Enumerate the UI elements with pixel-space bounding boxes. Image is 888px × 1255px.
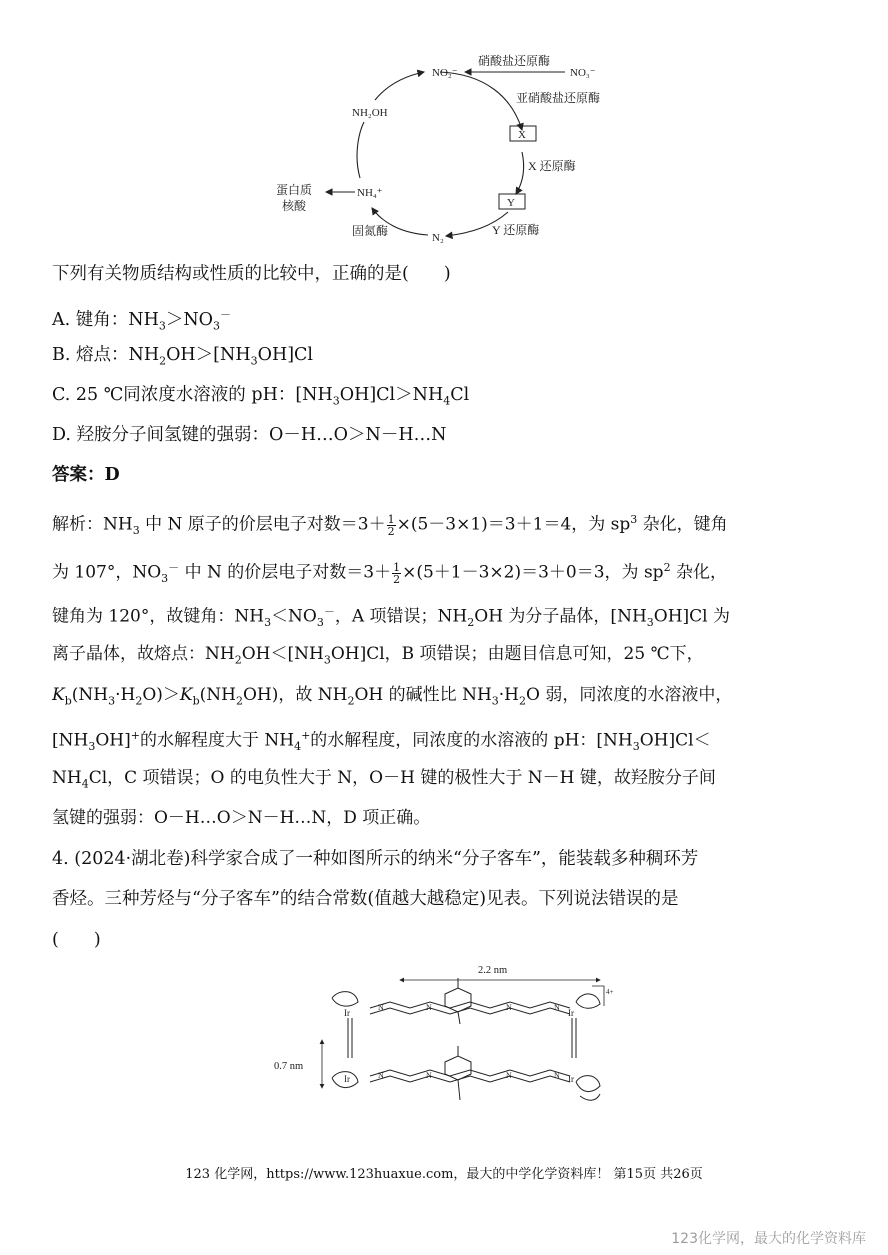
question-stem: 下列有关物质结构或性质的比较中，正确的是( ) — [52, 264, 451, 284]
protein-label: 蛋白质 — [276, 183, 313, 197]
n-bottom-1: N — [378, 1071, 384, 1080]
option-b-label: B. 熔点： — [52, 345, 129, 365]
question4-line-2: 香烃。三种芳烃与“分子客车”的结合常数(值越大越稳定)见表。下列说法错误的是 — [52, 889, 679, 909]
angle-120: 键角为 120°，故键角： — [52, 606, 235, 627]
metal-bottom-left: Ir — [344, 1074, 350, 1084]
option-b: B. 熔点：$NH_2OH>[NH_3OH]Cl$ — [52, 345, 314, 368]
watermark-text: 123化学网，最大的化学资料库 — [671, 1231, 866, 1247]
question4-line-3: ( ) — [52, 930, 101, 950]
analysis-line-2: 为 107°，$NO_3^-$ 中 N 的价层电子对数＝3＋ $\frac{1}{2}$ ×(5＋1－3×2)＝3＋0＝3，为 $sp^2$ 杂化， — [52, 560, 727, 586]
analysis-line-6: $[NH_3OH]^+$的水解程度大于 $NH_4^+$的水解程度，同浓度的水溶液的 pH：$[NH_3OH]Cl<$ — [52, 729, 711, 754]
analysis-line-8: 氢键的强弱：O－H…O＞N－H…N，D 项正确。 — [52, 808, 431, 828]
n-bottom-3: N — [506, 1071, 512, 1080]
n2-label: N₂ — [432, 232, 444, 244]
no3-label: NO₃⁻ — [570, 67, 596, 79]
top-deck — [332, 978, 600, 1058]
x-box-label: X — [518, 129, 526, 141]
answer-value: D — [104, 465, 120, 485]
option-c: C. 25 ℃同浓度水溶液的 pH：$[NH_3OH]Cl>NH_4Cl$ — [52, 385, 470, 408]
page-footer: 123 化学网，https://www.123huaxue.com，最大的中学化学资料库！ 第15页 共26页 — [185, 1167, 703, 1182]
angle-107: 为 107°， — [52, 562, 133, 583]
molecular-bus-figure — [270, 958, 620, 1118]
option-d — [52, 423, 446, 447]
analysis-line-4: 离子晶体，故熔点：$NH_2OH<[NH_3OH]Cl$，B 项错误；由题目信息可知，25 ℃下， — [52, 644, 704, 667]
nitrite-reductase-label: 亚硝酸盐还原酶 — [516, 91, 601, 105]
y-box-label: Y — [507, 197, 515, 209]
no2-label: NO₂⁻ — [432, 67, 458, 79]
analysis-label: 解析： — [52, 514, 103, 535]
option-a: A. 键角：$NH_3>NO_3^-$ — [52, 308, 232, 333]
answer — [52, 463, 120, 487]
option-d-label: D. 羟胺分子间氢键的强弱： — [52, 425, 270, 445]
metal-top-right: Ir — [568, 1008, 574, 1018]
nh2oh-label: NH₂OH — [352, 107, 388, 119]
option-d-value: O－H…O＞N－H…N — [269, 425, 447, 445]
x-enzyme-label: X 还原酶 — [528, 159, 576, 173]
bottom-deck — [332, 1046, 600, 1100]
answer-label: 答案： — [52, 465, 105, 485]
n-top-1: N — [378, 1003, 384, 1012]
metal-top-left: Ir — [344, 1008, 350, 1018]
nucleic-acid-label: 核酸 — [282, 199, 307, 213]
option-c-label: C. 25 ℃同浓度水溶液的 pH： — [52, 385, 296, 405]
question4-line-1: 4. (2024·湖北卷)科学家合成了一种如图所示的纳米“分子客车”，能装载多种稠环芳 — [52, 849, 699, 869]
analysis-line-1: 解析：$NH_3$ 中 N 原子的价层电子对数＝3＋ $\frac{1}{2}$ ×(5－3×1)＝3＋1＝4，为 $sp^3$ 杂化，键角 — [52, 512, 728, 538]
n-top-3: N — [506, 1003, 512, 1012]
n-bottom-2: N — [426, 1071, 432, 1080]
n-top-2: N — [426, 1003, 432, 1012]
n-top-4: N — [554, 1003, 560, 1012]
analysis-line-7: $NH_4Cl$，C 项错误；O 的电负性大于 N，O－H 键的极性大于 N－H 键，故羟胺分子间 — [52, 768, 716, 791]
height-label: 0.7 nm — [274, 1061, 304, 1072]
nitrogenase-label: 固氮酶 — [352, 224, 389, 238]
nitrogen-cycle-diagram — [260, 52, 630, 247]
option-a-label: A. 键角： — [52, 309, 129, 330]
nitrate-reductase-label: 硝酸盐还原酶 — [478, 54, 551, 68]
analysis-line-5: $K_b(NH_3\cdot H_2O)>K_b(NH_2OH)$，故 $NH_2OH$ 的碱性比 $NH_3\cdot H_2O$ 弱，同浓度的水溶液中， — [52, 685, 733, 708]
metal-bottom-right: Ir — [568, 1074, 574, 1084]
width-label: 2.2 nm — [478, 965, 508, 976]
charge-label: 4+ — [606, 988, 614, 996]
nh4-label: NH₄⁺ — [357, 187, 383, 199]
y-enzyme-label: Y 还原酶 — [492, 223, 540, 237]
analysis-line-3: 键角为 120°，故键角：$NH_3<NO_3^-$，A 项错误；$NH_2OH$ 为分子晶体，$[NH_3OH]Cl$ 为 — [52, 605, 731, 630]
n-bottom-4: N — [554, 1071, 560, 1080]
